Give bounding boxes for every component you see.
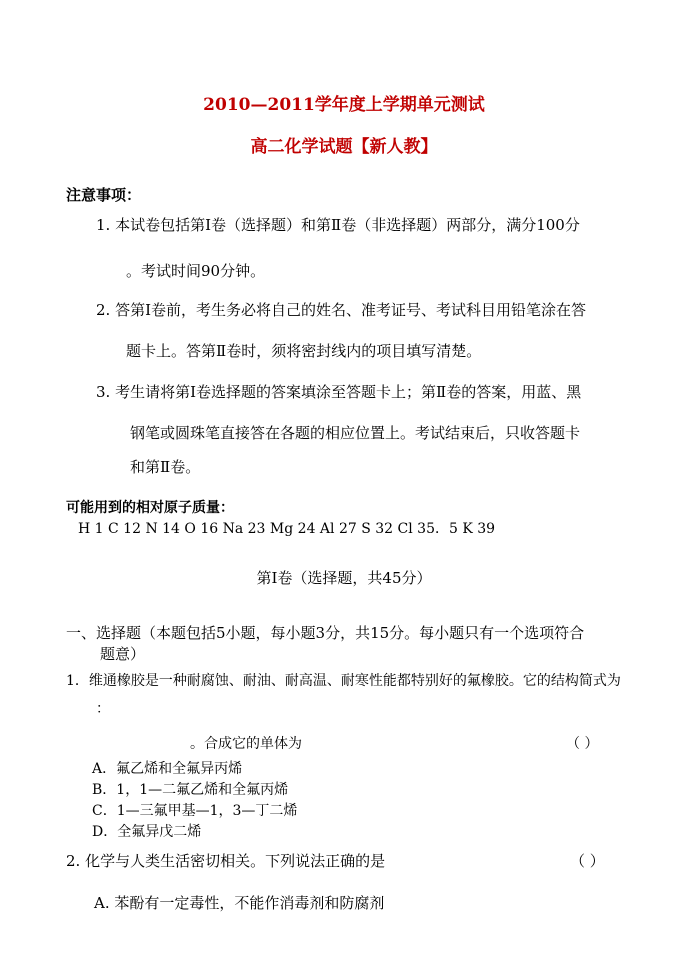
q1-option-a: A．氟乙烯和全氟异丙烯 [92, 761, 243, 777]
q1-stem-line-3: 。合成它的单体为 [190, 736, 302, 752]
atomic-mass-values: H 1 C 12 N 14 O 16 Na 23 Mg 24 Al 27 S 32 Cl 35．5 K 39 [78, 521, 496, 537]
notice-item-3-line-2: 钢笔或圆珠笔直接答在各题的相应位置上。考试结束后，只收答题卡 [130, 424, 581, 442]
notice-item-1-line-1: 1. 本试卷包括第Ⅰ卷（选择题）和第Ⅱ卷（非选择题）两部分，满分100分 [96, 216, 580, 234]
q1-stem-line-2: ： [96, 701, 110, 717]
atomic-mass-heading: 可能用到的相对原子质量： [66, 500, 234, 516]
notice-item-2-line-1: 2. 答第Ⅰ卷前，考生务必将自己的姓名、准考证号、考试科目用铅笔涂在答 [96, 301, 587, 319]
exam-title: 2010—2011学年度上学期单元测试 [203, 95, 485, 115]
q1-stem-line-1: 1．维通橡胶是一种耐腐蚀、耐油、耐高温、耐寒性能都特别好的氟橡胶。它的结构简式为 [66, 673, 621, 689]
q1-option-c: C．1—三氟甲基—1，3—丁二烯 [92, 803, 298, 819]
q2-stem: 2. 化学与人类生活密切相关。下列说法正确的是 [66, 852, 386, 870]
notice-item-3-line-1: 3. 考生请将第Ⅰ卷选择题的答案填涂至答题卡上；第Ⅱ卷的答案，用蓝、黑 [96, 383, 582, 401]
q1-option-d: D．全氟异戊二烯 [92, 824, 202, 840]
exam-subtitle: 高二化学试题【新人教】 [250, 137, 438, 157]
q2-option-a: A. 苯酚有一定毒性，不能作消毒剂和防腐剂 [94, 894, 385, 912]
part1-title: 第Ⅰ卷（选择题，共45分） [256, 569, 432, 587]
section-heading-line-1: 一、选择题（本题包括5小题，每小题3分，共15分。每小题只有一个选项符合 [66, 624, 585, 642]
q2-answer-bracket: （ ） [570, 852, 605, 870]
q1-option-b: B．1，1—二氟乙烯和全氟丙烯 [92, 782, 289, 798]
notice-item-1-line-2: 。考试时间90分钟。 [126, 262, 266, 280]
notice-item-3-line-3: 和第Ⅱ卷。 [130, 458, 201, 476]
q1-answer-bracket: （ ） [566, 736, 599, 752]
notice-item-2-line-2: 题卡上。答第Ⅱ卷时，须将密封线内的项目填写清楚。 [126, 342, 482, 360]
notice-heading: 注意事项： [66, 186, 142, 204]
section-heading-line-2: 题意） [100, 645, 146, 663]
